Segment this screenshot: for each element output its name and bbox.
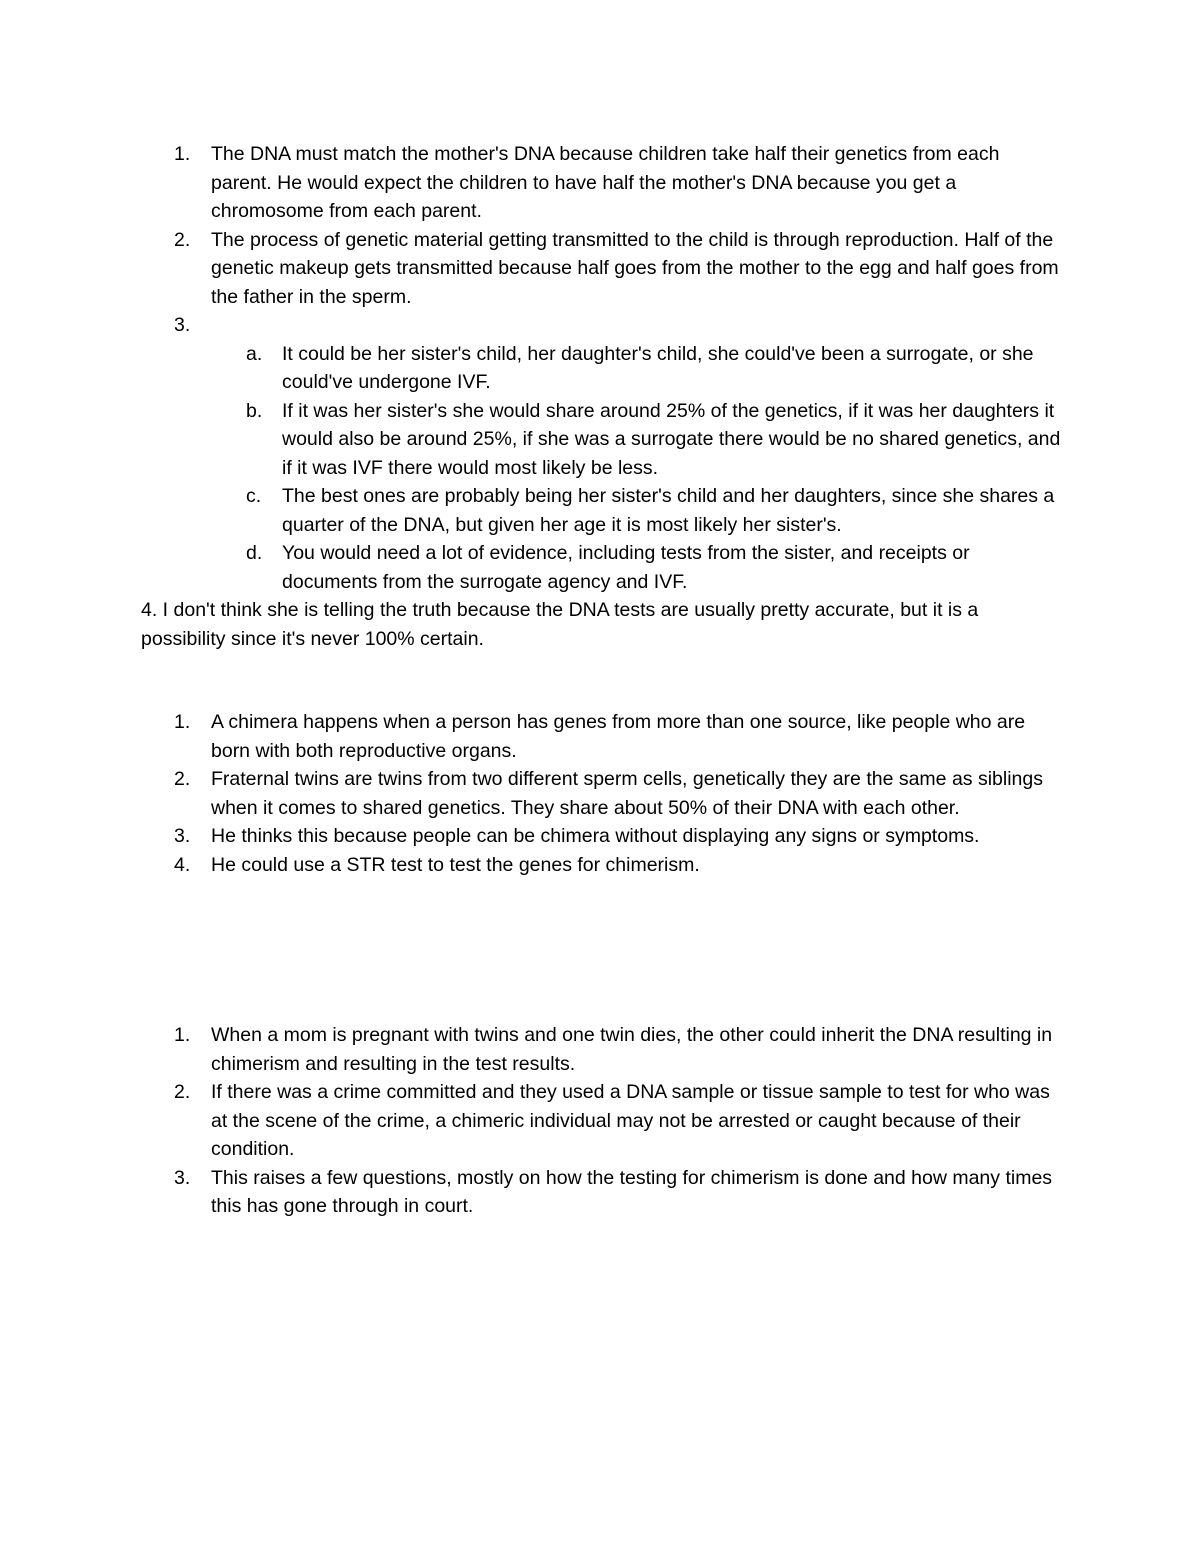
list-item bbox=[0, 822, 1061, 851]
list-item-text: When a mom is pregnant with twins and one twin dies, the other could inherit the DNA resulting in chimerism and resulting in the test results. bbox=[211, 1024, 1053, 1075]
answer-section-3 bbox=[0, 1021, 1200, 1221]
sub-list-item bbox=[0, 397, 1062, 483]
sub-list-marker: a. bbox=[246, 342, 263, 365]
list-item bbox=[0, 765, 1061, 822]
list-item bbox=[0, 708, 1061, 765]
list-item bbox=[0, 1021, 1061, 1078]
sub-list-item bbox=[0, 539, 1062, 596]
sub-list-marker: d. bbox=[246, 542, 263, 564]
list-item-text: He could use a STR test to test the genes for chimerism. bbox=[211, 853, 700, 876]
list-marker: 3. bbox=[174, 825, 191, 847]
sub-list-marker: c. bbox=[246, 485, 262, 507]
list-marker: 2. bbox=[174, 1081, 191, 1103]
list-item bbox=[0, 1164, 1061, 1221]
list-marker: 3. bbox=[174, 1166, 191, 1189]
sub-list-marker: b. bbox=[246, 399, 263, 422]
answer-section-1 bbox=[0, 140, 1200, 653]
list-item bbox=[0, 851, 1061, 880]
list-marker: 4. bbox=[174, 853, 191, 876]
sub-list-item-text: You would need a lot of evidence, including tests from the sister, and receipts or documents from the surrogate agency and IVF. bbox=[282, 542, 970, 593]
list-marker: 2. bbox=[174, 768, 191, 790]
list-item-text: A chimera happens when a person has genes from more than one source, like people who are born with both reproductive organs. bbox=[211, 711, 1026, 762]
list-item bbox=[0, 226, 1061, 312]
sub-list-item-text: It could be her sister's child, her daughter's child, she could've been a surrogate, or she could've undergone IVF. bbox=[282, 342, 1034, 393]
list-marker: 3. bbox=[174, 314, 191, 336]
list-item-text: This raises a few questions, mostly on how the testing for chimerism is done and how many times this has gone through in court. bbox=[211, 1166, 1053, 1217]
list-marker: 1. bbox=[174, 143, 191, 165]
sub-list-item-text: The best ones are probably being her sister's child and her daughters, since she shares a quarter of the DNA, but given her age it is most likely her sister's. bbox=[282, 485, 1055, 536]
list-item-text: Fraternal twins are twins from two different sperm cells, genetically they are the same as siblings when it comes to shared genetics. They share about 50% of their DNA with each other. bbox=[211, 768, 1043, 819]
list-marker: 1. bbox=[174, 711, 191, 733]
sub-list-item-text: If it was her sister's she would share around 25% of the genetics, if it was her daughters it would also be around 25%, if she was a surrogate there would be no shared genetics, and if it was IVF there would most likely be less. bbox=[282, 399, 1061, 479]
list-item bbox=[0, 311, 1061, 340]
list-item bbox=[0, 140, 1061, 226]
answer-paragraph: 4. I don't think she is telling the truth because the DNA tests are usually pretty accurate, but it is a possibility since it's never 100% certain. bbox=[141, 599, 979, 650]
list-item-text: The process of genetic material getting transmitted to the child is through reproduction. Half of the genetic makeup gets transmitted because half goes from the mother to the egg and half goes from the father in the sperm. bbox=[211, 228, 1059, 308]
list-item bbox=[0, 1078, 1061, 1164]
list-item-text: If there was a crime committed and they used a DNA sample or tissue sample to test for who was at the scene of the crime, a chimeric individual may not be arrested or caught because of their condition. bbox=[211, 1081, 1050, 1160]
sub-list-item bbox=[0, 340, 1062, 397]
list-marker: 2. bbox=[174, 228, 191, 251]
answer-section-2 bbox=[0, 708, 1200, 879]
list-marker: 1. bbox=[174, 1024, 191, 1046]
list-item-text: He thinks this because people can be chimera without displaying any signs or symptoms. bbox=[211, 825, 980, 847]
list-item-text: The DNA must match the mother's DNA because children take half their genetics from each parent. He would expect the children to have half the mother's DNA because you get a chromosome from each parent. bbox=[211, 143, 1000, 222]
sub-list-item bbox=[0, 482, 1062, 539]
